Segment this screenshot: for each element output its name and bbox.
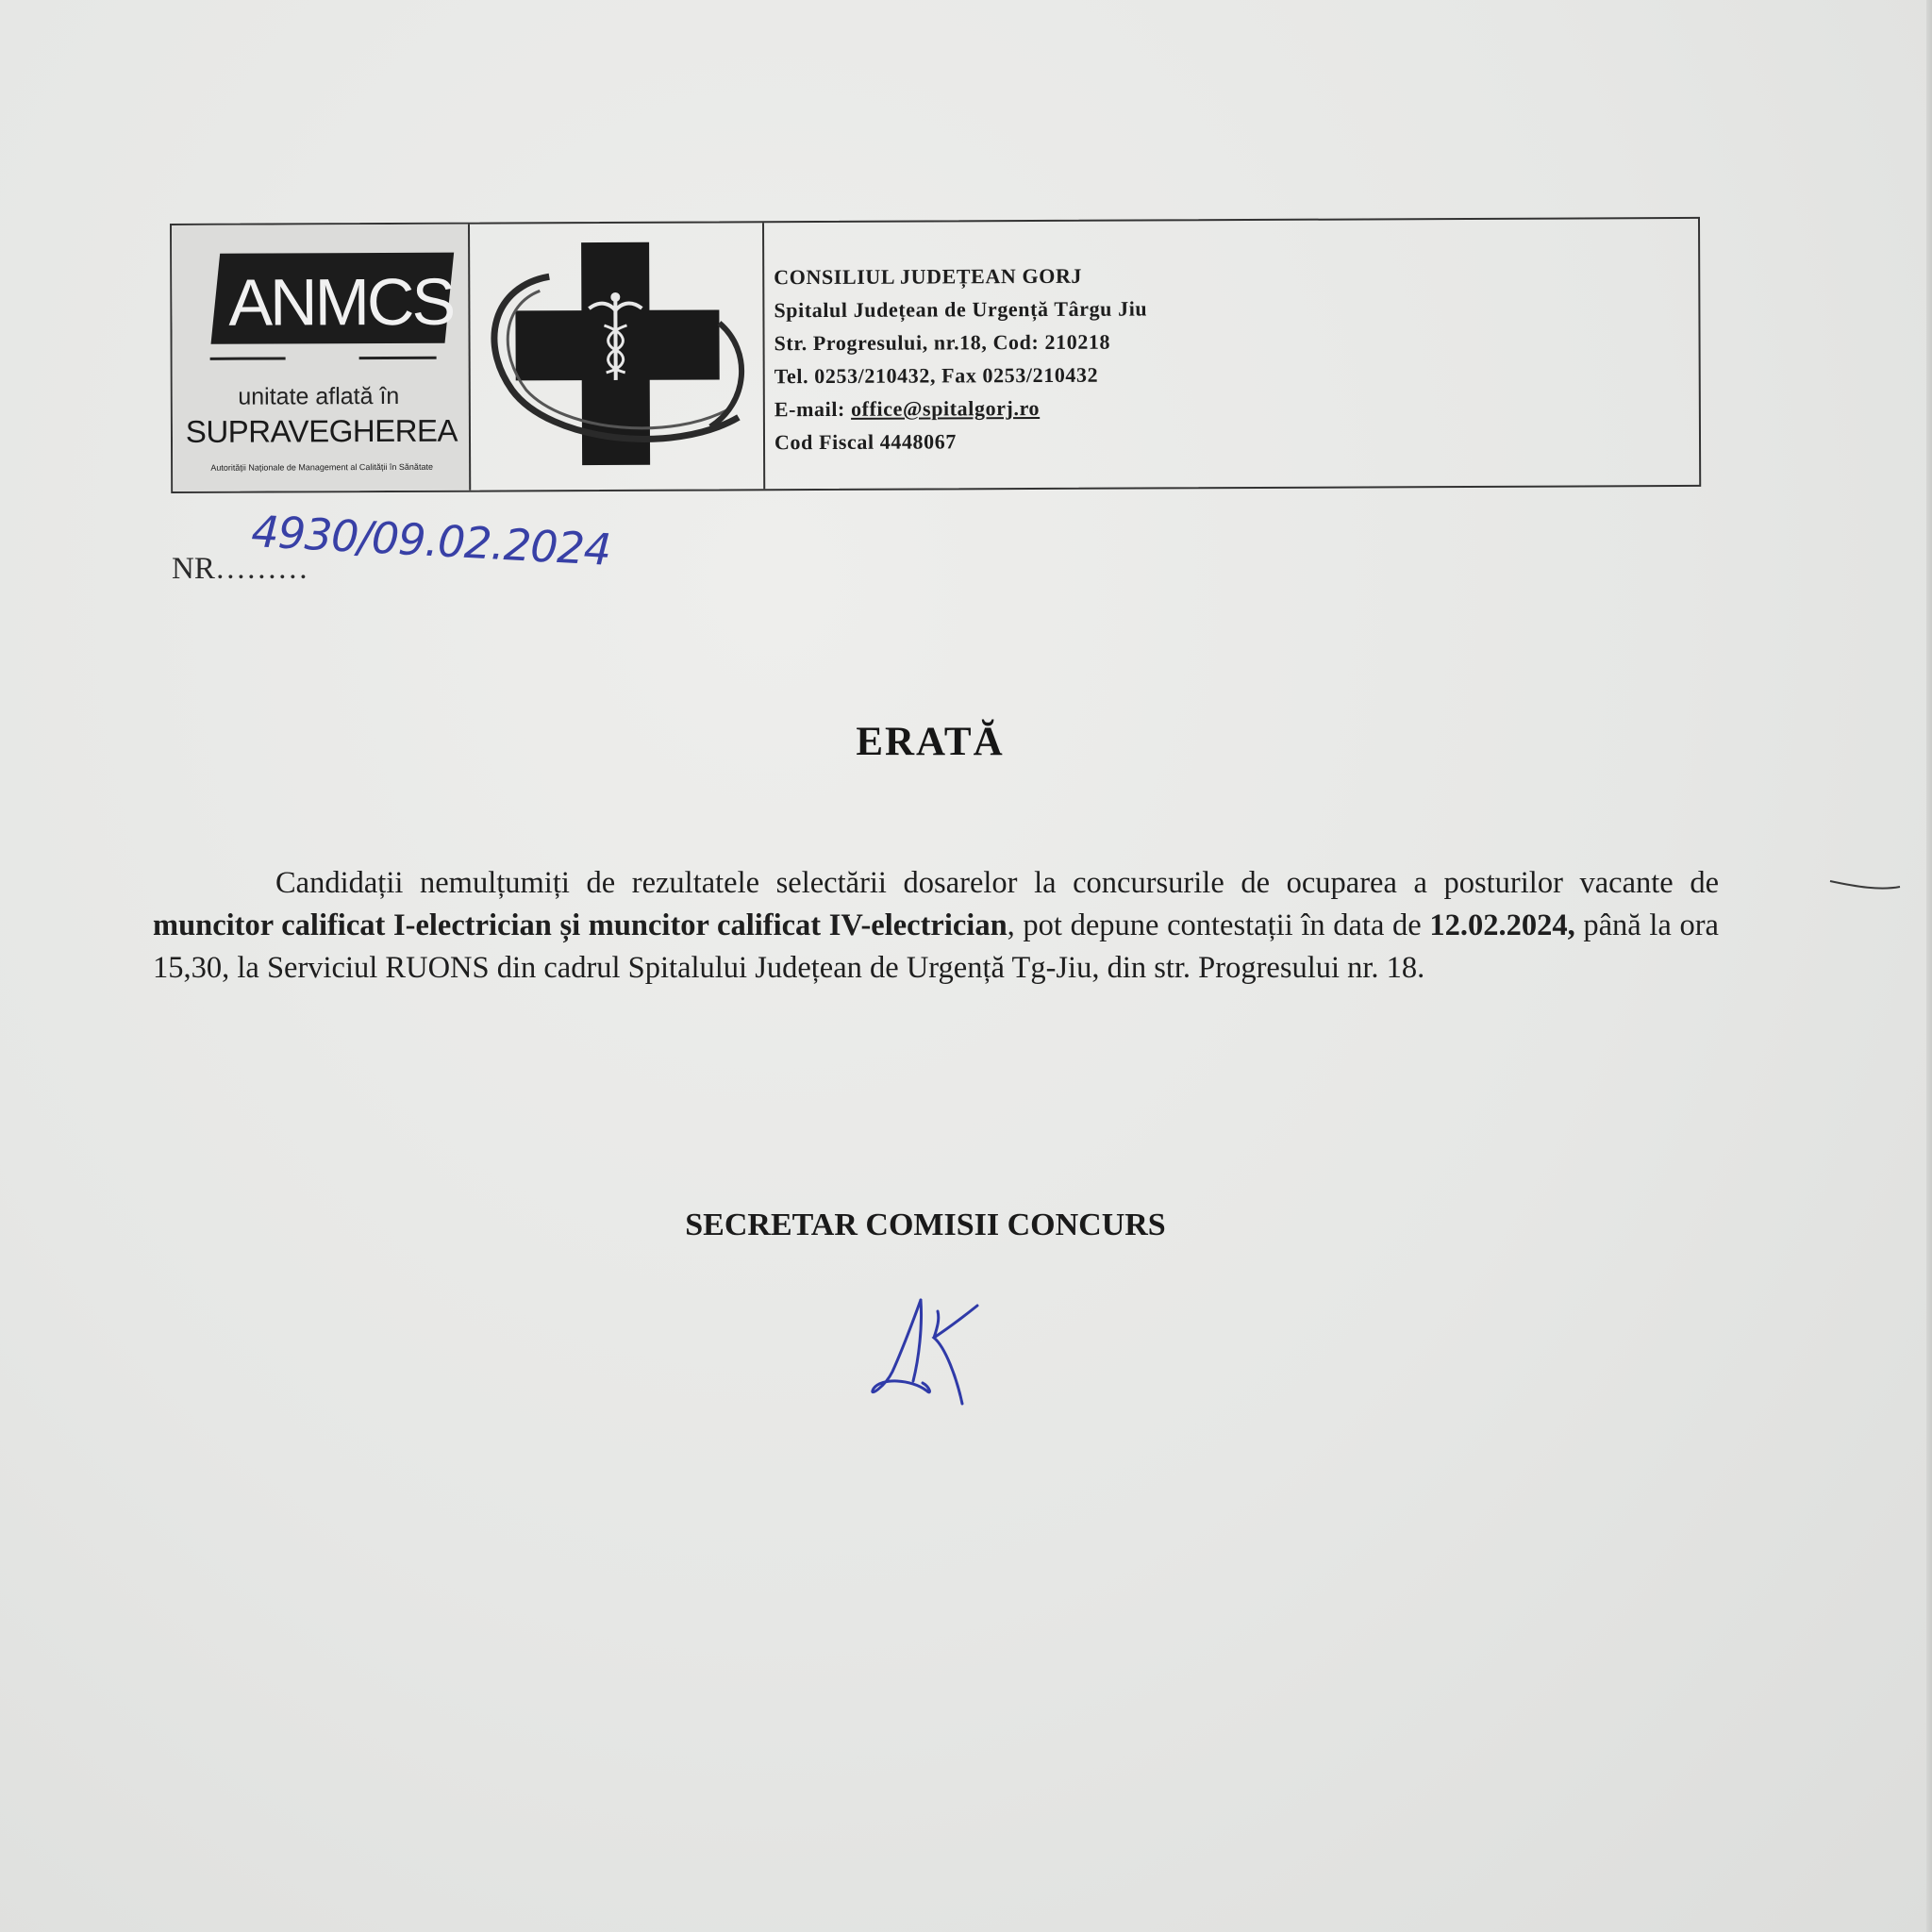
email-link[interactable]: office@spitalgorj.ro	[850, 395, 1041, 421]
body-positions: muncitor calificat I-electrician și muncitor calificat IV-electrician	[153, 908, 1008, 942]
medical-cross-caduceus-icon	[483, 238, 758, 480]
email-label: E-mail:	[774, 396, 845, 422]
fiscal-code: Cod Fiscal 4448067	[774, 429, 957, 455]
hospital-address: Str. Progresului, nr.18, Cod: 210218	[774, 329, 1111, 356]
anmcs-acronym: ANMCS	[228, 264, 454, 340]
institution-details	[764, 219, 1699, 489]
body-text-part3: până la ora 15,30, la Serviciul RUONS din cadrul Spitalului Județean de Urgență Tg-Jiu, din str. Progresului nr. 18.	[153, 908, 1719, 985]
signatory-title: SECRETAR COMISII CONCURS	[685, 1208, 1166, 1242]
body-text-part2: , pot depune contestații în data de	[1007, 908, 1430, 942]
registration-label: NR………	[172, 552, 308, 586]
hospital-logo	[470, 223, 765, 490]
registration-handwritten-number: 4930/09.02.2024	[250, 506, 612, 575]
margin-pen-mark	[1828, 877, 1902, 892]
anmcs-subtitle: unitate aflată în	[238, 382, 400, 410]
anmcs-rule-right	[359, 357, 437, 359]
hospital-name: Spitalul Județean de Urgență Târgu Jiu	[774, 296, 1148, 323]
anmcs-rule-left	[210, 357, 286, 359]
paper-edge-shadow	[1926, 0, 1932, 1932]
document-title: ERATĂ	[856, 720, 1005, 764]
council-name: CONSILIUL JUDEȚEAN GORJ	[774, 263, 1083, 290]
body-text-part1: Candidații nemulțumiți de rezultatele selectării dosarelor la concursurile de ocuparea a posturilor vacante de	[275, 866, 1719, 900]
handwritten-signature	[864, 1292, 987, 1415]
anmcs-fine-print: Autorității Naționale de Management al Calității în Sănătate	[210, 461, 433, 473]
body-date: 12.02.2024,	[1429, 908, 1575, 942]
anmcs-status: SUPRAVEGHEREA	[185, 412, 458, 449]
letterhead-table	[170, 217, 1701, 493]
anmcs-logo	[172, 225, 471, 491]
hospital-phone-fax: Tel. 0253/210432, Fax 0253/210432	[774, 362, 1099, 389]
hospital-email-line	[774, 389, 1699, 425]
body-paragraph	[153, 862, 1719, 990]
